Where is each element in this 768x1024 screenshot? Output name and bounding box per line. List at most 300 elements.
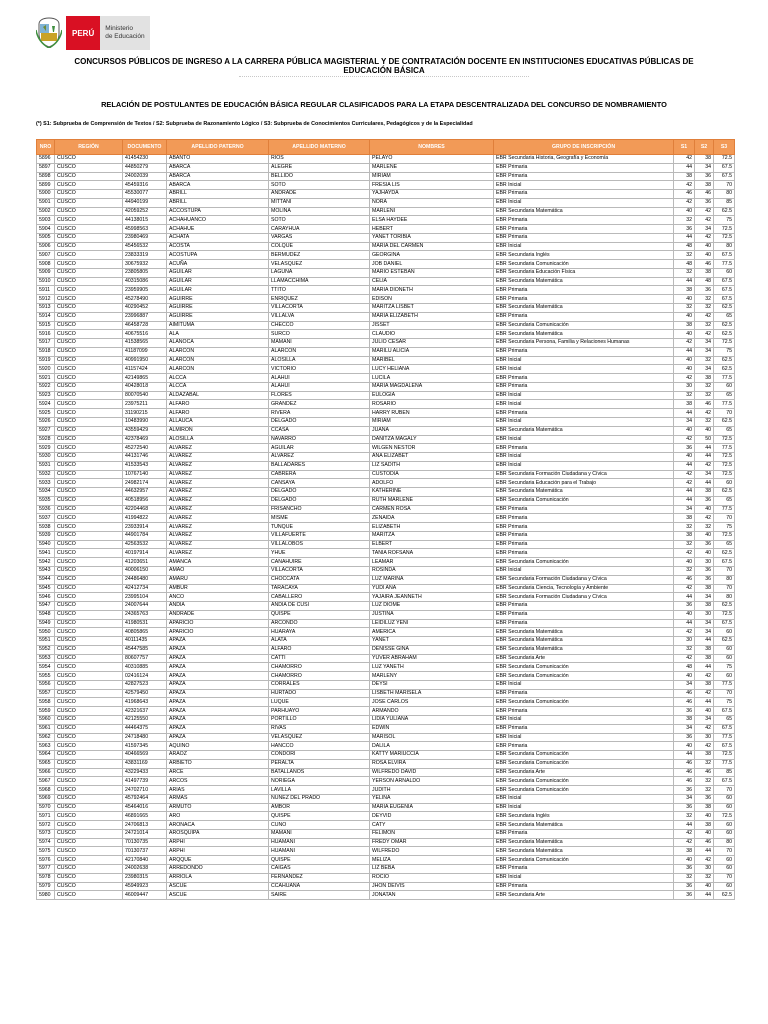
table-row <box>37 339 735 348</box>
cell-s2: 38 <box>695 645 714 654</box>
cell-s1: 44 <box>674 461 695 470</box>
cell-nro: 5924 <box>37 400 55 409</box>
cell-documento: 41968643 <box>123 698 167 707</box>
cell-apellido-materno: PORTILLO <box>269 716 370 725</box>
cell-grupo: EBR Inicial <box>494 391 674 400</box>
cell-s1: 34 <box>674 794 695 803</box>
cell-s3: 67.5 <box>714 277 735 286</box>
cell-nombres: WILFREDO <box>370 847 494 856</box>
cell-apellido-materno: VELASQUEZ <box>269 260 370 269</box>
cell-region: CUSCO <box>55 549 123 558</box>
cell-apellido-paterno: ALVAREZ <box>167 496 269 505</box>
cell-documento: 40428018 <box>123 382 167 391</box>
cell-s1: 40 <box>674 672 695 681</box>
cell-s2: 38 <box>695 602 714 611</box>
cell-apellido-materno: HANCCO <box>269 742 370 751</box>
cell-s1: 32 <box>674 566 695 575</box>
cell-grupo: EBR Primaria <box>494 347 674 356</box>
cell-region: CUSCO <box>55 645 123 654</box>
cell-apellido-paterno: ALVAREZ <box>167 505 269 514</box>
cell-s1: 44 <box>674 347 695 356</box>
cell-apellido-paterno: ALANOCA <box>167 339 269 348</box>
cell-region: CUSCO <box>55 216 123 225</box>
cell-nro: 5928 <box>37 435 55 444</box>
cell-nombres: FREDY OMAR <box>370 838 494 847</box>
cell-region: CUSCO <box>55 803 123 812</box>
cell-nro: 5896 <box>37 155 55 164</box>
cell-apellido-paterno: ALVAREZ <box>167 453 269 462</box>
cell-s3: 62.5 <box>714 891 735 900</box>
cell-grupo: EBR Secundaria Historia, Geografía y Economía <box>494 155 674 164</box>
cell-s1: 42 <box>674 470 695 479</box>
cell-s3: 65 <box>714 312 735 321</box>
table-row <box>37 891 735 900</box>
cell-documento: 41203651 <box>123 558 167 567</box>
cell-s2: 42 <box>695 330 714 339</box>
cell-apellido-materno: TARACAYA <box>269 584 370 593</box>
table-row <box>37 409 735 418</box>
cell-region: CUSCO <box>55 190 123 199</box>
cell-nro: 5962 <box>37 733 55 742</box>
cell-apellido-materno: CARAYHUA <box>269 225 370 234</box>
cell-s1: 36 <box>674 602 695 611</box>
cell-s2: 32 <box>695 321 714 330</box>
cell-s1: 42 <box>674 374 695 383</box>
table-row <box>37 838 735 847</box>
cell-s2: 42 <box>695 216 714 225</box>
cell-nro: 5944 <box>37 575 55 584</box>
cell-s1: 40 <box>674 330 695 339</box>
cell-s3: 72.5 <box>714 435 735 444</box>
cell-apellido-paterno: ARMAS <box>167 794 269 803</box>
cell-apellido-paterno: AIMITUMA <box>167 321 269 330</box>
cell-apellido-materno: BERMUDEZ <box>269 251 370 260</box>
cell-s1: 42 <box>674 628 695 637</box>
cell-region: CUSCO <box>55 479 123 488</box>
cell-documento: 24365763 <box>123 610 167 619</box>
cell-region: CUSCO <box>55 873 123 882</box>
table-row <box>37 391 735 400</box>
cell-region: CUSCO <box>55 453 123 462</box>
cell-s2: 32 <box>695 786 714 795</box>
cell-nombres: LUCILA <box>370 374 494 383</box>
cell-s3: 77.5 <box>714 444 735 453</box>
table-row <box>37 523 735 532</box>
table-body <box>37 155 735 900</box>
cell-nro: 5970 <box>37 803 55 812</box>
table-row <box>37 882 735 891</box>
cell-grupo: EBR Primaria <box>494 374 674 383</box>
cell-apellido-materno: CAIGAS <box>269 865 370 874</box>
cell-s3: 65 <box>714 540 735 549</box>
table-row <box>37 680 735 689</box>
cell-region: CUSCO <box>55 417 123 426</box>
cell-nro: 5958 <box>37 698 55 707</box>
cell-apellido-paterno: ALVAREZ <box>167 523 269 532</box>
cell-region: CUSCO <box>55 531 123 540</box>
cell-apellido-materno: RIOS <box>269 155 370 164</box>
cell-s3: 62.5 <box>714 488 735 497</box>
col-header-apellido-paterno: APELLIDO PATERNO <box>167 140 269 155</box>
cell-region: CUSCO <box>55 663 123 672</box>
cell-region: CUSCO <box>55 155 123 164</box>
cell-region: CUSCO <box>55 838 123 847</box>
cell-s3: 75 <box>714 663 735 672</box>
cell-grupo: EBR Primaria <box>494 531 674 540</box>
cell-region: CUSCO <box>55 523 123 532</box>
cell-nombres: MARLENI <box>370 207 494 216</box>
cell-region: CUSCO <box>55 689 123 698</box>
cell-documento: 42204468 <box>123 505 167 514</box>
cell-nombres: YANET TORIBIA <box>370 233 494 242</box>
cell-nro: 5963 <box>37 742 55 751</box>
cell-apellido-materno: CHAMORRO <box>269 672 370 681</box>
cell-nombres: LUZ YANETH <box>370 663 494 672</box>
cell-apellido-materno: CORRALES <box>269 680 370 689</box>
cell-nro: 5964 <box>37 751 55 760</box>
cell-s2: 42 <box>695 856 714 865</box>
cell-s2: 30 <box>695 733 714 742</box>
cell-nro: 5923 <box>37 391 55 400</box>
cell-documento: 42170840 <box>123 856 167 865</box>
cell-apellido-paterno: ACHATA <box>167 233 269 242</box>
cell-nro: 5922 <box>37 382 55 391</box>
cell-region: CUSCO <box>55 794 123 803</box>
col-header-region: REGIÓN <box>55 140 123 155</box>
cell-s1: 40 <box>674 610 695 619</box>
cell-grupo: EBR Secundaria Matemática <box>494 304 674 313</box>
table-row <box>37 794 735 803</box>
cell-s3: 65 <box>714 496 735 505</box>
cell-s3: 72.5 <box>714 339 735 348</box>
cell-nombres: FRESIA LIS <box>370 181 494 190</box>
cell-documento: 44138015 <box>123 216 167 225</box>
cell-nombres: CARMEN ROSA <box>370 505 494 514</box>
cell-s1: 42 <box>674 838 695 847</box>
cell-nombres: MIRIAM <box>370 417 494 426</box>
cell-region: CUSCO <box>55 575 123 584</box>
cell-region: CUSCO <box>55 233 123 242</box>
cell-s1: 46 <box>674 575 695 584</box>
cell-apellido-paterno: APAZA <box>167 663 269 672</box>
cell-region: CUSCO <box>55 698 123 707</box>
cell-region: CUSCO <box>55 172 123 181</box>
cell-nombres: DEYSI <box>370 680 494 689</box>
cell-nro: 5952 <box>37 645 55 654</box>
cell-region: CUSCO <box>55 505 123 514</box>
cell-region: CUSCO <box>55 207 123 216</box>
cell-grupo: EBR Secundaria Matemática <box>494 847 674 856</box>
ministry-label <box>100 16 149 50</box>
cell-s3: 72.5 <box>714 155 735 164</box>
table-row <box>37 610 735 619</box>
cell-apellido-paterno: ALVAREZ <box>167 470 269 479</box>
cell-s1: 44 <box>674 163 695 172</box>
cell-documento: 42149865 <box>123 374 167 383</box>
cell-s1: 44 <box>674 409 695 418</box>
cell-s1: 30 <box>674 382 695 391</box>
cell-region: CUSCO <box>55 786 123 795</box>
cell-s2: 40 <box>695 426 714 435</box>
cell-s2: 44 <box>695 479 714 488</box>
cell-nro: 5942 <box>37 558 55 567</box>
cell-s3: 67.5 <box>714 251 735 260</box>
cell-apellido-paterno: ARIAS <box>167 786 269 795</box>
cell-documento: 41533543 <box>123 461 167 470</box>
cell-apellido-materno: CHOCCATA <box>269 575 370 584</box>
cell-apellido-paterno: APARICIO <box>167 619 269 628</box>
cell-region: CUSCO <box>55 812 123 821</box>
cell-s3: 60 <box>714 856 735 865</box>
cell-region: CUSCO <box>55 610 123 619</box>
cell-s2: 38 <box>695 751 714 760</box>
cell-documento: 23975211 <box>123 400 167 409</box>
cell-nro: 5915 <box>37 321 55 330</box>
cell-nro: 5911 <box>37 286 55 295</box>
cell-region: CUSCO <box>55 356 123 365</box>
cell-s2: 46 <box>695 400 714 409</box>
cell-region: CUSCO <box>55 242 123 251</box>
cell-s2: 48 <box>695 277 714 286</box>
cell-apellido-materno: ALOSILLA <box>269 356 370 365</box>
cell-s1: 42 <box>674 654 695 663</box>
table-row <box>37 531 735 540</box>
cell-grupo: EBR Secundaria Formación Ciudadana y Cívica <box>494 575 674 584</box>
table-row <box>37 330 735 339</box>
cell-nro: 5929 <box>37 444 55 453</box>
table-row <box>37 356 735 365</box>
cell-grupo: EBR Primaria <box>494 549 674 558</box>
cell-apellido-materno: BELLIDO <box>269 172 370 181</box>
cell-apellido-paterno: AMAO <box>167 566 269 575</box>
cell-s3: 70 <box>714 786 735 795</box>
cell-region: CUSCO <box>55 304 123 313</box>
cell-s2: 38 <box>695 488 714 497</box>
cell-apellido-materno: ARCONDO <box>269 619 370 628</box>
cell-grupo: EBR Primaria <box>494 312 674 321</box>
cell-nombres: DALILA <box>370 742 494 751</box>
country-label: PERÚ <box>66 16 100 50</box>
cell-nombres: ELSA HAYDEE <box>370 216 494 225</box>
cell-s3: 65 <box>714 391 735 400</box>
cell-apellido-paterno: ARBIETO <box>167 759 269 768</box>
cell-s1: 44 <box>674 488 695 497</box>
cell-nombres: NORA <box>370 198 494 207</box>
cell-nombres: EDISON <box>370 295 494 304</box>
cell-s2: 44 <box>695 891 714 900</box>
cell-s2: 44 <box>695 453 714 462</box>
cell-region: CUSCO <box>55 339 123 348</box>
cell-nombres: YUVER ABRAHAM <box>370 654 494 663</box>
cell-nombres: YAJAIRA JEANNETH <box>370 593 494 602</box>
cell-documento: 41157424 <box>123 365 167 374</box>
cell-s1: 32 <box>674 216 695 225</box>
cell-s3: 77.5 <box>714 374 735 383</box>
cell-grupo: EBR Secundaria Matemática <box>494 488 674 497</box>
cell-s2: 34 <box>695 628 714 637</box>
cell-apellido-paterno: AMARU <box>167 575 269 584</box>
cell-nombres: YERSON ARNALDO <box>370 777 494 786</box>
cell-apellido-paterno: ALARCON <box>167 356 269 365</box>
table-row <box>37 549 735 558</box>
cell-s2: 42 <box>695 672 714 681</box>
cell-nombres: TANIA ROFSANA <box>370 549 494 558</box>
cell-s1: 48 <box>674 260 695 269</box>
cell-grupo: EBR Primaria <box>494 540 674 549</box>
table-row <box>37 558 735 567</box>
cell-nombres: DENISSE GINA <box>370 645 494 654</box>
cell-grupo: EBR Secundaria Comunicación <box>494 751 674 760</box>
cell-grupo: EBR Primaria <box>494 409 674 418</box>
cell-s1: 32 <box>674 540 695 549</box>
cell-grupo: EBR Primaria <box>494 216 674 225</box>
table-row <box>37 321 735 330</box>
cell-region: CUSCO <box>55 365 123 374</box>
cell-documento: 70130737 <box>123 847 167 856</box>
cell-s1: 34 <box>674 724 695 733</box>
cell-grupo: EBR Secundaria Matemática <box>494 838 674 847</box>
cell-nombres: CLAUDIO <box>370 330 494 339</box>
cell-documento: 42412734 <box>123 584 167 593</box>
cell-apellido-paterno: ACHAHUE <box>167 225 269 234</box>
cell-s3: 80 <box>714 575 735 584</box>
cell-grupo: EBR Primaria <box>494 619 674 628</box>
cell-apellido-paterno: ACOSTA <box>167 242 269 251</box>
cell-documento: 45447585 <box>123 645 167 654</box>
cell-nro: 5975 <box>37 847 55 856</box>
table-row <box>37 470 735 479</box>
cell-apellido-paterno: ANCO <box>167 593 269 602</box>
table-row <box>37 426 735 435</box>
cell-documento: 42321637 <box>123 707 167 716</box>
cell-grupo: EBR Secundaria Educación para el Trabajo <box>494 479 674 488</box>
cell-s3: 67.5 <box>714 172 735 181</box>
cell-nombres: ROSA ELVIRA <box>370 759 494 768</box>
cell-documento: 23959905 <box>123 286 167 295</box>
cell-apellido-paterno: ANDIA <box>167 602 269 611</box>
cell-apellido-paterno: ARQQUE <box>167 856 269 865</box>
cell-s3: 67.5 <box>714 163 735 172</box>
cell-s3: 75 <box>714 698 735 707</box>
cell-region: CUSCO <box>55 584 123 593</box>
cell-apellido-paterno: AGUILAR <box>167 286 269 295</box>
cell-apellido-paterno: ALVAREZ <box>167 461 269 470</box>
cell-nombres: LUZ MARINA <box>370 575 494 584</box>
cell-grupo: EBR Primaria <box>494 172 674 181</box>
table-row <box>37 453 735 462</box>
cell-documento: 24007644 <box>123 602 167 611</box>
cell-region: CUSCO <box>55 374 123 383</box>
cell-s3: 60 <box>714 865 735 874</box>
col-header-nro: NRO <box>37 140 55 155</box>
cell-region: CUSCO <box>55 672 123 681</box>
cell-s1: 38 <box>674 321 695 330</box>
cell-grupo: EBR Primaria <box>494 602 674 611</box>
table-row <box>37 268 735 277</box>
cell-nombres: JHON DEIVIS <box>370 882 494 891</box>
table-row <box>37 505 735 514</box>
cell-grupo: EBR Secundaria Educación Física <box>494 268 674 277</box>
cell-apellido-paterno: ARMUTO <box>167 803 269 812</box>
cell-apellido-materno: ALFARO <box>269 645 370 654</box>
cell-s3: 60 <box>714 479 735 488</box>
cell-s3: 60 <box>714 829 735 838</box>
cell-s3: 60 <box>714 794 735 803</box>
cell-region: CUSCO <box>55 391 123 400</box>
cell-documento: 42378469 <box>123 435 167 444</box>
subtest-legend-note: (*) S1: Subprueba de Comprensión de Textos / S2: Subprueba de Razonamiento Lógico / S3: Subprueba de Conocimientos Curriculares, Pedagógicos y de la Especialidad <box>36 121 473 127</box>
cell-s3: 72.5 <box>714 531 735 540</box>
cell-nombres: PELAYO <box>370 155 494 164</box>
cell-grupo: EBR Inicial <box>494 461 674 470</box>
table-row <box>37 304 735 313</box>
cell-nombres: JULIO CESAR <box>370 339 494 348</box>
cell-region: CUSCO <box>55 742 123 751</box>
cell-nombres: MARILU ALICIA <box>370 347 494 356</box>
cell-grupo: EBR Primaria <box>494 505 674 514</box>
cell-grupo: EBR Inicial <box>494 803 674 812</box>
cell-grupo: EBR Secundaria Matemática <box>494 645 674 654</box>
cell-nro: 5966 <box>37 768 55 777</box>
cell-nro: 5971 <box>37 812 55 821</box>
cell-apellido-paterno: ALVAREZ <box>167 549 269 558</box>
table-row <box>37 163 735 172</box>
cell-nombres: JOSE CARLOS <box>370 698 494 707</box>
table-row <box>37 856 735 865</box>
cell-s2: 36 <box>695 172 714 181</box>
cell-s2: 42 <box>695 724 714 733</box>
cell-apellido-materno: DELGADO <box>269 488 370 497</box>
cell-apellido-materno: CHECCO <box>269 321 370 330</box>
title-divider <box>239 76 529 80</box>
cell-region: CUSCO <box>55 312 123 321</box>
cell-documento: 80607757 <box>123 654 167 663</box>
cell-nombres: LUCY HELIANA <box>370 365 494 374</box>
cell-s3: 70 <box>714 847 735 856</box>
cell-apellido-materno: HUAMANI <box>269 847 370 856</box>
cell-s2: 42 <box>695 312 714 321</box>
cell-apellido-materno: LLAMACCHIMA <box>269 277 370 286</box>
cell-documento: 24702710 <box>123 786 167 795</box>
cell-s1: 48 <box>674 242 695 251</box>
cell-region: CUSCO <box>55 251 123 260</box>
cell-nombres: RUTH MARLENE <box>370 496 494 505</box>
cell-grupo: EBR Primaria <box>494 286 674 295</box>
cell-s2: 42 <box>695 689 714 698</box>
cell-apellido-paterno: APAZA <box>167 733 269 742</box>
cell-nro: 5935 <box>37 496 55 505</box>
cell-apellido-materno: LUQUE <box>269 698 370 707</box>
cell-documento: 23833319 <box>123 251 167 260</box>
cell-region: CUSCO <box>55 847 123 856</box>
table-row <box>37 821 735 830</box>
cell-s3: 80 <box>714 242 735 251</box>
table-row <box>37 251 735 260</box>
cell-s3: 75 <box>714 216 735 225</box>
cell-apellido-materno: MAMANI <box>269 829 370 838</box>
cell-s2: 34 <box>695 339 714 348</box>
cell-grupo: EBR Inicial <box>494 400 674 409</box>
cell-nombres: JISSET <box>370 321 494 330</box>
cell-nro: 5967 <box>37 777 55 786</box>
cell-s2: 42 <box>695 409 714 418</box>
table-row <box>37 435 735 444</box>
cell-apellido-materno: FRISANCHO <box>269 505 370 514</box>
cell-region: CUSCO <box>55 260 123 269</box>
cell-s1: 40 <box>674 426 695 435</box>
cell-s1: 38 <box>674 400 695 409</box>
table-row <box>37 566 735 575</box>
